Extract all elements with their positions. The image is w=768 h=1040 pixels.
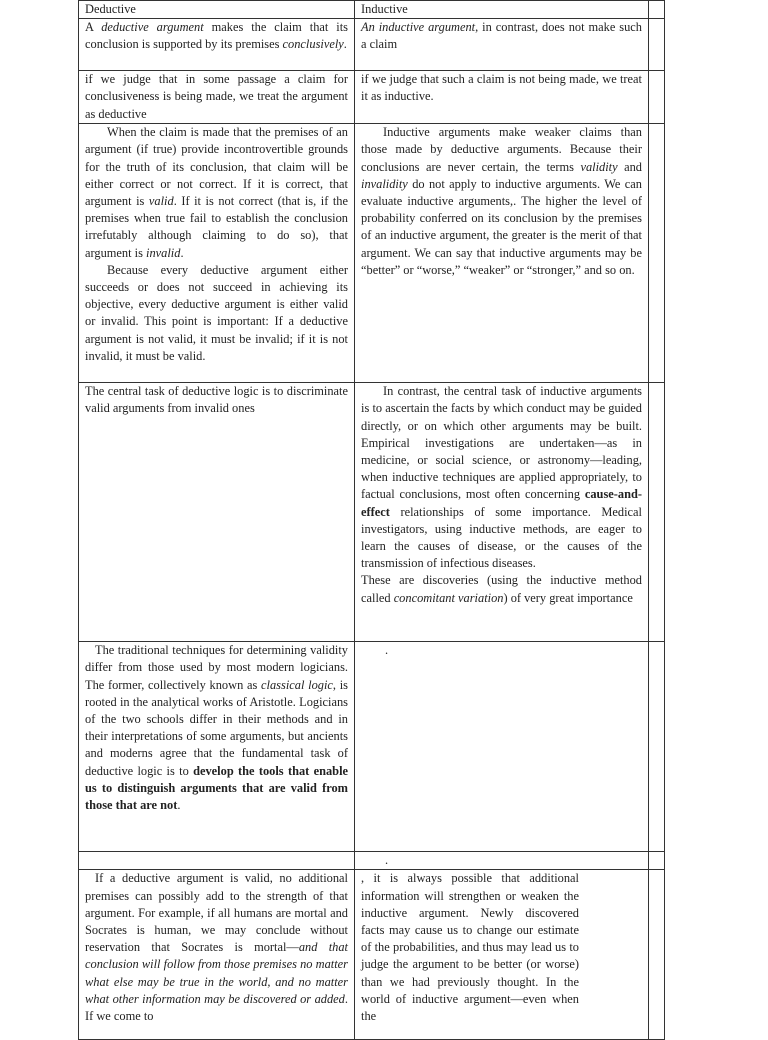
- deductive-task-cell: The central task of deductive logic is to discriminate valid arguments from invalid ones: [79, 383, 355, 642]
- inductive-probability-cell: [355, 124, 649, 383]
- deductive-validity-cell: [79, 124, 355, 383]
- inductive-premises-cell: [355, 870, 649, 1040]
- bold-term: develop the tools that enable us to distinguish arguments that are valid from those that are not: [85, 763, 349, 813]
- inductive-definition-cell: [355, 19, 649, 71]
- paragraph: , it is always possible that additional information will strengthen or weaken the inductive argument. Newly discovered facts may cause us to change our estimate of the probabilities, and thus may lead us to judge the argument to be better (or worse) than we had previously thought. In the world of inductive argument—even when the: [361, 871, 579, 1024]
- inductive-task-cell: [355, 383, 649, 642]
- bold-term: cause-and-effect: [361, 487, 642, 519]
- text-span: These are discoveries (using the inductive method called: [361, 573, 642, 605]
- italic-term: validity: [580, 159, 618, 174]
- italic-phrase: and that conclusion will follow from those premises no matter what else may be true in the world, and no matter what other information may be discovered or added: [85, 940, 348, 1006]
- empty-cell: [649, 1, 665, 19]
- italic-term: valid: [148, 194, 174, 209]
- text-span: A: [85, 20, 102, 35]
- text-span: If a deductive argument is valid, no additional premises can possibly add to the strength of that argument. For example, if all humans are mortal and Socrates is human, we may conclude without reservation that Socrates is mortal—: [85, 871, 348, 955]
- table-row: [79, 124, 665, 383]
- text-span: Inductive arguments make weaker claims than those made by deductive arguments. Because their conclusions are never certain, the terms: [361, 125, 642, 174]
- italic-term: classical logic: [261, 677, 333, 692]
- text-span: , in contrast, does not make such a claim: [361, 20, 643, 52]
- empty-cell: [649, 642, 665, 852]
- text-span: When the claim is made that the premises of an argument (if true) provide incontrovertible grounds for the truth of its conclusion, that claim will be either correct or not correct. If it is correct, that argument is: [85, 125, 348, 209]
- text-span: In contrast, the central task of inductive arguments is to ascertain the facts by which conduct may be guided directly, or on which other arguments may be built. Empirical investigations are undertaken—as in medicine, or social science, or astronomy—leading, when inductive techniques are applied appropriately, to factual conclusions, most often concerning: [361, 384, 642, 502]
- deductive-judgement-cell: if we judge that in some passage a claim for conclusiveness is being made, we treat the argument as deductive: [79, 71, 355, 124]
- inductive-header: Inductive: [355, 1, 649, 19]
- table-row: [79, 870, 665, 1040]
- text-span: .: [343, 37, 347, 52]
- italic-term: invalid: [146, 245, 181, 260]
- table-row: [79, 852, 665, 870]
- text-span: . If we come to: [85, 991, 348, 1024]
- table-row: [79, 642, 665, 852]
- paragraph: [85, 124, 348, 262]
- italic-term: An inductive argument: [361, 20, 476, 35]
- paragraph: Because every deductive argument either succeeds or does not succeed in achieving its objective, every deductive argument is either valid or invalid. This point is important: If a deductive argument is not valid, it must be invalid; if it is not invalid, it must be valid.: [85, 262, 348, 363]
- text-span: .: [180, 245, 184, 260]
- italic-term: conclusively: [282, 37, 344, 52]
- table-row: [79, 1, 665, 19]
- italic-term: invalidity: [361, 176, 408, 191]
- paragraph: [361, 124, 642, 279]
- empty-cell: [649, 870, 665, 1040]
- empty-cell: [649, 124, 665, 383]
- table-row: [79, 19, 665, 71]
- table-row: [79, 71, 665, 124]
- empty-cell: [649, 71, 665, 124]
- text-span: The traditional techniques for determining validity differ from those used by most modern logicians. The former, collectively known as: [85, 643, 348, 692]
- italic-term: concomitant variation: [393, 590, 504, 605]
- text-span: do not apply to inductive arguments. We can evaluate inductive arguments,. The higher the level of probability conferred on its conclusion by the premises of an inductive argument, the greater is the merit of that argument. We can say that inductive arguments may be “better” or “worse,” “weaker” or “stronger,” and so on.: [361, 176, 642, 277]
- placeholder-dot-cell: .: [355, 852, 649, 870]
- italic-term: deductive argument: [101, 20, 204, 35]
- empty-cell: [649, 383, 665, 642]
- paragraph: [361, 572, 642, 606]
- deductive-premises-cell: [79, 870, 355, 1040]
- deductive-header: Deductive: [79, 1, 355, 19]
- text-span: ) of very great importance: [503, 590, 633, 605]
- text-span: and: [617, 159, 642, 174]
- placeholder-dot-cell: .: [355, 642, 649, 852]
- text-span: .: [177, 798, 181, 813]
- paragraph: [361, 383, 642, 572]
- deductive-definition-cell: [79, 19, 355, 71]
- text-span: . If it is not correct (that is, if the premises when true fail to establish the conclusion irrefutably although claiming to do so), that argument is: [85, 194, 348, 260]
- paragraph: [85, 870, 348, 1025]
- comparison-table: [78, 0, 665, 1040]
- text-span: makes the claim that its conclusion is supported by its premises: [85, 20, 348, 52]
- inductive-judgement-cell: if we judge that such a claim is not being made, we treat it as inductive.: [355, 71, 649, 124]
- paragraph: [85, 642, 348, 814]
- empty-cell: [79, 852, 355, 870]
- table-row: [79, 383, 665, 642]
- empty-cell: [649, 19, 665, 71]
- text-span: relationships of some importance. Medical investigators, using inductive methods, are eager to learn the causes of disease, or the causes of the transmission of infectious diseases.: [361, 504, 642, 571]
- classical-logic-cell: [79, 642, 355, 852]
- empty-cell: [649, 852, 665, 870]
- text-span: , is rooted in the analytical works of Aristotle. Logicians of the two schools differ in their methods and in their interpretations of some arguments, but ancients and moderns agree that the fundamental task of deductive logic is to: [85, 677, 348, 778]
